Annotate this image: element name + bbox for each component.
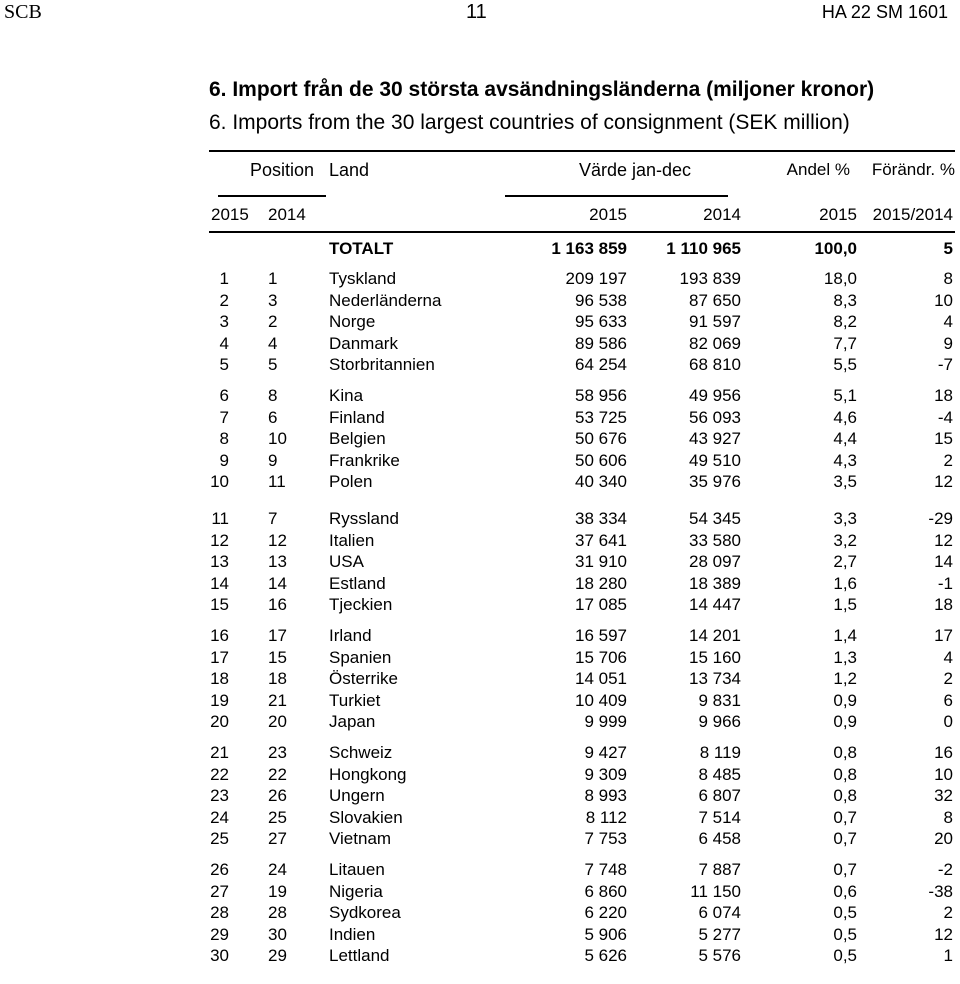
share-2015: 0,8 — [833, 764, 857, 784]
col-header-value-2014: 2014 — [703, 205, 741, 224]
total-change: 5 — [943, 239, 953, 258]
share-2015: 0,8 — [833, 786, 857, 806]
country-name: Danmark — [329, 333, 398, 353]
position-2014: 8 — [268, 386, 278, 405]
header-bottom-rule — [209, 231, 955, 233]
col-header-value: Värde jan-dec — [578, 160, 692, 180]
change-percent: 12 — [934, 530, 953, 550]
change-percent: -4 — [937, 407, 953, 427]
value-2015: 10 409 — [575, 690, 627, 710]
table-row — [209, 902, 955, 924]
value-2014: 49 956 — [689, 386, 741, 405]
table-row — [209, 945, 955, 967]
position-2014: 21 — [268, 690, 287, 710]
change-percent: 2 — [943, 903, 953, 923]
value-2015: 95 633 — [575, 312, 627, 332]
position-2015: 3 — [219, 312, 229, 332]
value-2014: 6 807 — [698, 786, 741, 806]
share-2015: 1,5 — [833, 595, 857, 615]
value-2015: 8 993 — [584, 786, 627, 806]
change-percent: 1 — [943, 946, 953, 966]
position-2015: 14 — [210, 573, 229, 593]
header-left-scb: SCB — [4, 1, 42, 23]
position-2014: 14 — [268, 573, 287, 593]
country-name: Hongkong — [329, 764, 407, 784]
value-2015: 31 910 — [575, 552, 627, 572]
share-2015: 0,8 — [833, 743, 857, 762]
change-percent: 4 — [943, 312, 953, 332]
country-name: Turkiet — [329, 690, 381, 710]
value-2014: 68 810 — [689, 355, 741, 375]
country-name: Litauen — [329, 860, 385, 879]
value-2014: 8 485 — [698, 764, 741, 784]
value-underline — [505, 195, 728, 197]
position-2015: 4 — [219, 333, 229, 353]
share-2015: 0,5 — [833, 903, 857, 923]
position-2015: 13 — [210, 552, 229, 572]
value-2014: 9 966 — [698, 712, 741, 732]
share-2015: 5,1 — [833, 386, 857, 405]
value-2014: 6 458 — [698, 829, 741, 849]
value-2015: 50 676 — [575, 429, 627, 449]
value-2014: 28 097 — [689, 552, 741, 572]
value-2014: 11 150 — [690, 881, 741, 901]
value-2014: 5 576 — [698, 946, 741, 966]
share-2015: 7,7 — [833, 333, 857, 353]
position-2014: 1 — [268, 269, 278, 288]
change-percent: -29 — [928, 509, 953, 528]
position-2015: 2 — [219, 290, 229, 310]
position-underline — [218, 195, 326, 197]
country-name: Ungern — [329, 786, 385, 806]
country-name: Storbritannien — [329, 355, 435, 375]
position-2014: 24 — [268, 860, 287, 879]
value-2014: 18 389 — [689, 573, 741, 593]
col-header-value-2015: 2015 — [589, 205, 627, 224]
value-2014: 33 580 — [689, 530, 741, 550]
position-2014: 27 — [268, 829, 287, 849]
table-row — [209, 573, 955, 595]
position-2014: 2 — [268, 312, 278, 332]
position-2015: 9 — [219, 450, 229, 470]
table-row — [209, 385, 955, 407]
table-row — [209, 881, 955, 903]
position-2014: 11 — [268, 472, 286, 492]
position-2015: 24 — [210, 807, 229, 827]
value-2015: 7 753 — [584, 829, 627, 849]
col-header-position: Position — [249, 160, 315, 180]
position-2014: 4 — [268, 333, 278, 353]
value-2015: 89 586 — [575, 333, 627, 353]
value-2014: 7 887 — [698, 860, 741, 879]
change-percent: 14 — [934, 552, 953, 572]
value-2014: 43 927 — [689, 429, 741, 449]
value-2015: 15 706 — [575, 647, 627, 667]
position-2014: 30 — [268, 924, 287, 944]
share-2015: 4,6 — [833, 407, 857, 427]
share-2015: 0,6 — [833, 881, 857, 901]
position-2015: 10 — [210, 472, 229, 492]
position-2015: 11 — [211, 509, 229, 528]
country-name: Frankrike — [329, 450, 400, 470]
change-percent: 6 — [943, 690, 953, 710]
value-2015: 96 538 — [575, 290, 627, 310]
position-2015: 19 — [210, 690, 229, 710]
value-2014: 54 345 — [689, 509, 741, 528]
table-row — [209, 290, 955, 312]
total-label: TOTALT — [329, 239, 394, 258]
position-2014: 17 — [268, 626, 287, 645]
change-percent: 10 — [934, 764, 953, 784]
share-2015: 3,5 — [833, 472, 857, 492]
value-2014: 35 976 — [689, 472, 741, 492]
share-2015: 1,6 — [833, 573, 857, 593]
value-2015: 58 956 — [575, 386, 627, 405]
value-2014: 56 093 — [689, 407, 741, 427]
value-2015: 17 085 — [575, 595, 627, 615]
col-header-share-2015: 2015 — [819, 205, 857, 224]
position-2015: 18 — [210, 669, 229, 689]
col-header-change-period: 2015/2014 — [872, 205, 953, 224]
country-name: Kina — [329, 386, 364, 405]
change-percent: -38 — [928, 881, 953, 901]
col-header-share: Andel % — [786, 160, 850, 179]
share-2015: 0,7 — [833, 807, 857, 827]
value-2015: 6 860 — [584, 881, 627, 901]
country-name: Nigeria — [329, 881, 383, 901]
total-row — [209, 238, 955, 260]
col-header-land: Land — [329, 160, 370, 180]
position-2014: 3 — [268, 290, 278, 310]
table-row — [209, 311, 955, 333]
share-2015: 1,2 — [833, 669, 857, 689]
position-2014: 7 — [268, 509, 278, 528]
total-value-2014: 1 110 965 — [666, 239, 741, 258]
share-2015: 0,7 — [833, 860, 857, 879]
change-percent: 32 — [934, 786, 953, 806]
share-2015: 2,7 — [833, 552, 857, 572]
position-2014: 25 — [268, 807, 287, 827]
country-name: Slovakien — [329, 807, 403, 827]
position-2014: 28 — [268, 903, 287, 923]
table-row — [209, 807, 955, 829]
change-percent: 16 — [934, 743, 953, 762]
table-row — [209, 471, 955, 493]
position-2014: 20 — [268, 712, 287, 732]
header-right-code: HA 22 SM 1601 — [821, 2, 948, 22]
position-2015: 27 — [210, 881, 229, 901]
position-2014: 19 — [268, 881, 287, 901]
table-row — [209, 625, 955, 647]
share-2015: 8,3 — [833, 290, 857, 310]
position-2014: 10 — [268, 429, 287, 449]
change-percent: -2 — [937, 860, 953, 879]
table-row — [209, 828, 955, 850]
change-percent: 2 — [943, 669, 953, 689]
value-2015: 16 597 — [575, 626, 627, 645]
value-2015: 5 626 — [584, 946, 627, 966]
position-2015: 5 — [219, 355, 229, 375]
table-row — [209, 690, 955, 712]
country-name: Irland — [329, 626, 372, 645]
value-2014: 14 447 — [689, 595, 741, 615]
share-2015: 8,2 — [833, 312, 857, 332]
position-2015: 26 — [210, 860, 229, 879]
share-2015: 0,9 — [833, 690, 857, 710]
table-row — [209, 785, 955, 807]
share-2015: 0,9 — [833, 712, 857, 732]
position-2014: 5 — [268, 355, 278, 375]
position-2015: 23 — [210, 786, 229, 806]
value-2015: 40 340 — [575, 472, 627, 492]
country-name: Estland — [329, 573, 386, 593]
value-2015: 18 280 — [575, 573, 627, 593]
change-percent: 8 — [943, 269, 953, 288]
value-2014: 82 069 — [689, 333, 741, 353]
country-name: Norge — [329, 312, 376, 332]
country-name: Österrike — [329, 669, 398, 689]
col-header-change: Förändr. % — [871, 160, 955, 179]
country-name: Nederländerna — [329, 290, 442, 310]
position-2014: 6 — [268, 407, 278, 427]
position-2015: 29 — [210, 924, 229, 944]
value-2014: 9 831 — [698, 690, 741, 710]
table-title-english: 6. Imports from the 30 largest countries of consignment (SEK million) — [209, 111, 850, 134]
country-name: Spanien — [329, 647, 392, 667]
position-2014: 15 — [268, 647, 287, 667]
value-2015: 8 112 — [585, 807, 627, 827]
position-2014: 23 — [268, 743, 287, 762]
table-row — [209, 711, 955, 733]
total-value-2015: 1 163 859 — [551, 239, 627, 258]
change-percent: 18 — [934, 386, 953, 405]
share-2015: 0,5 — [833, 924, 857, 944]
table-row — [209, 508, 955, 530]
position-2014: 9 — [268, 450, 278, 470]
value-2014: 7 514 — [698, 807, 741, 827]
table-row — [209, 530, 955, 552]
value-2014: 87 650 — [689, 290, 741, 310]
value-2014: 13 734 — [689, 669, 741, 689]
value-2014: 15 160 — [689, 647, 741, 667]
position-2014: 12 — [268, 530, 287, 550]
page-number: 11 — [466, 1, 487, 23]
table-title-swedish: 6. Import från de 30 största avsändningsländerna (miljoner kronor) — [209, 78, 875, 101]
position-2015: 15 — [210, 595, 229, 615]
value-2015: 6 220 — [584, 903, 627, 923]
table-row — [209, 450, 955, 472]
country-name: Japan — [329, 712, 376, 732]
table-row — [209, 551, 955, 573]
change-percent: 10 — [934, 290, 953, 310]
table-row — [209, 668, 955, 690]
share-2015: 18,0 — [823, 269, 857, 288]
country-name: Lettland — [329, 946, 390, 966]
country-name: Vietnam — [329, 829, 392, 849]
position-2014: 22 — [268, 764, 287, 784]
value-2014: 193 839 — [679, 269, 741, 288]
position-2015: 22 — [210, 764, 229, 784]
position-2015: 1 — [219, 269, 229, 288]
change-percent: 20 — [934, 829, 953, 849]
change-percent: -1 — [937, 573, 953, 593]
value-2015: 9 999 — [584, 712, 627, 732]
change-percent: 17 — [934, 626, 953, 645]
table-row — [209, 647, 955, 669]
value-2014: 91 597 — [689, 312, 741, 332]
position-2015: 6 — [219, 386, 229, 405]
value-2015: 5 906 — [584, 924, 627, 944]
table-row — [209, 333, 955, 355]
value-2015: 64 254 — [575, 355, 627, 375]
value-2014: 5 277 — [698, 924, 741, 944]
position-2015: 21 — [210, 743, 229, 762]
table-row — [209, 764, 955, 786]
table-row — [209, 407, 955, 429]
position-2015: 17 — [210, 647, 229, 667]
value-2015: 37 641 — [575, 530, 627, 550]
country-name: USA — [329, 552, 364, 572]
change-percent: 12 — [934, 924, 953, 944]
country-name: Indien — [329, 924, 376, 944]
position-2014: 13 — [268, 552, 287, 572]
top-rule — [209, 150, 955, 152]
value-2015: 209 197 — [565, 269, 627, 288]
change-percent: 4 — [943, 647, 953, 667]
value-2014: 49 510 — [689, 450, 741, 470]
change-percent: 12 — [934, 472, 953, 492]
share-2015: 1,3 — [833, 647, 857, 667]
country-name: Finland — [329, 407, 385, 427]
change-percent: 18 — [934, 595, 953, 615]
table-row — [209, 859, 955, 881]
position-2015: 20 — [210, 712, 229, 732]
change-percent: -7 — [937, 355, 953, 375]
change-percent: 8 — [943, 807, 953, 827]
country-name: Sydkorea — [329, 903, 401, 923]
value-2015: 14 051 — [575, 669, 627, 689]
position-2015: 25 — [210, 829, 229, 849]
share-2015: 0,7 — [833, 829, 857, 849]
country-name: Tyskland — [329, 269, 397, 288]
position-2014: 18 — [268, 669, 287, 689]
table-row — [209, 428, 955, 450]
value-2015: 53 725 — [575, 407, 627, 427]
value-2015: 50 606 — [575, 450, 627, 470]
country-name: Italien — [329, 530, 375, 550]
position-2015: 30 — [210, 946, 229, 966]
share-2015: 4,4 — [833, 429, 857, 449]
position-2015: 7 — [219, 407, 229, 427]
value-2014: 8 119 — [699, 743, 741, 762]
table-row — [209, 594, 955, 616]
share-2015: 1,4 — [833, 626, 857, 645]
value-2015: 38 334 — [575, 509, 627, 528]
value-2015: 9 309 — [584, 764, 627, 784]
country-name: Schweiz — [329, 743, 393, 762]
position-2014: 29 — [268, 946, 287, 966]
country-name: Tjeckien — [329, 595, 393, 615]
table-row — [209, 354, 955, 376]
table-row — [209, 924, 955, 946]
position-2015: 12 — [210, 530, 229, 550]
value-2014: 14 201 — [689, 626, 741, 645]
col-header-pos-2015: 2015 — [211, 205, 249, 224]
country-name: Belgien — [329, 429, 386, 449]
position-2014: 16 — [268, 595, 287, 615]
change-percent: 0 — [943, 712, 953, 732]
value-2015: 9 427 — [584, 743, 627, 762]
position-2014: 26 — [268, 786, 287, 806]
table-row — [209, 268, 955, 290]
change-percent: 9 — [943, 333, 953, 353]
share-2015: 3,2 — [833, 530, 857, 550]
position-2015: 28 — [210, 903, 229, 923]
country-name: Polen — [329, 472, 373, 492]
table-row — [209, 742, 955, 764]
share-2015: 5,5 — [833, 355, 857, 375]
change-percent: 2 — [943, 450, 953, 470]
change-percent: 15 — [934, 429, 953, 449]
position-2015: 16 — [210, 626, 229, 645]
share-2015: 3,3 — [833, 509, 857, 528]
total-share: 100,0 — [814, 239, 857, 258]
share-2015: 4,3 — [833, 450, 857, 470]
share-2015: 0,5 — [833, 946, 857, 966]
value-2015: 7 748 — [584, 860, 627, 879]
value-2014: 6 074 — [698, 903, 741, 923]
country-name: Ryssland — [329, 509, 399, 528]
position-2015: 8 — [219, 429, 229, 449]
col-header-pos-2014: 2014 — [268, 205, 306, 224]
